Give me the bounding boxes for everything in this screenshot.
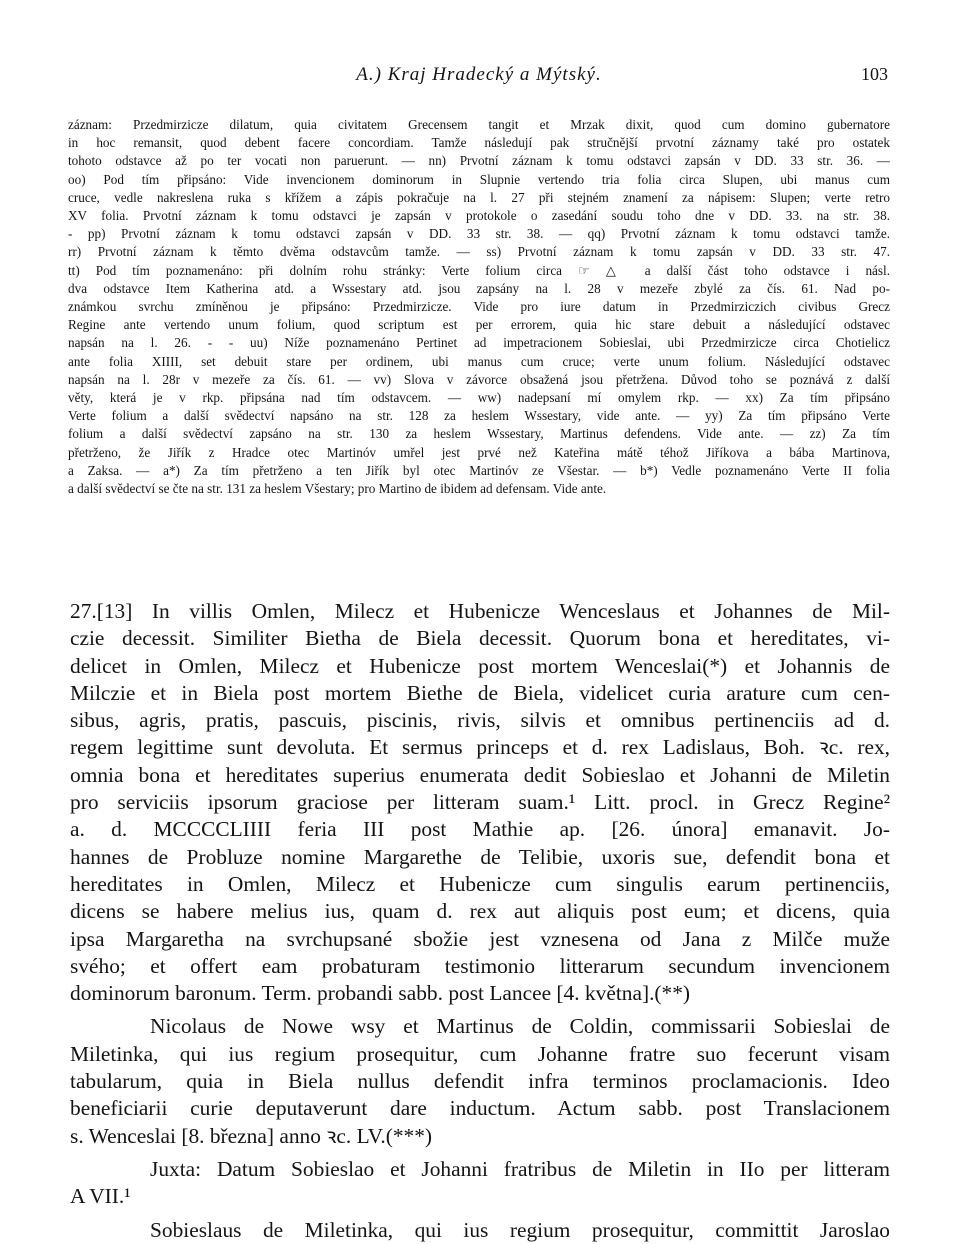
footnote-line: cruce, vedle nakreslena ruka s křížem a zápis pokračuje na l. 27 při stejném znamení za nápisem: Slupen; verte retro bbox=[68, 189, 890, 205]
footnote-line: - pp) Prvotní záznam k tomu odstavci zapsán v DD. 33 str. 38. — qq) Prvotní záznam k tomu odstavci tamže. bbox=[68, 226, 890, 242]
entry-line: ipsa Margaretha na svrchupsané sbožie jest vznesena od Jana z Milče muže bbox=[70, 926, 890, 951]
entry-line: a. d. MCCCCLIIII feria III post Mathie ap. [26. února] emanavit. Jo- bbox=[70, 817, 890, 842]
entry-line: dominorum baronum. Term. probandi sabb. post Lancee [4. května].(**) bbox=[70, 981, 691, 1006]
entry-line: dicens se habere melius ius, quam d. rex aut aliquis post eum; et dicens, quia bbox=[70, 899, 890, 924]
footnote-line: ante folia XIIII, set debuit stare per ordinem, ubi manus cum cruce; verte unum folium. Následující odstavec bbox=[68, 353, 890, 369]
footnote-line: folium a další svědectví zapsáno na str. 130 za heslem Wssestary, Martinus defendens. Vide ante. — zz) Za tím bbox=[68, 426, 890, 442]
running-title: A.) Kraj Hradecký a Mýtský. bbox=[356, 64, 602, 85]
footnote-line: XV folia. Prvotní záznam k tomu odstavci je zapsán v protokole o zasedání soudu toho dne v DD. 33. na str. 38. bbox=[68, 208, 890, 224]
entry-line: beneficiarii curie deputaverunt dare inductum. Actum sabb. post Translacionem bbox=[70, 1096, 890, 1121]
entry-line: hereditates in Omlen, Milecz et Hubenicze cum singulis earum pertinenciis, bbox=[70, 871, 890, 896]
entry-line: pro serviciis ipsorum graciose per litteram suam.¹ Litt. procl. in Grecz Regine² bbox=[70, 790, 890, 815]
page-header bbox=[70, 64, 888, 88]
footnote-line: a další svědectví se čte na str. 131 za heslem Všestary; pro Martino de ibidem ad defensam. Vide ante. bbox=[68, 481, 607, 497]
entry-line: A VII.¹ bbox=[70, 1184, 131, 1209]
footnote-line: rr) Prvotní záznam k těmto dvěma odstavcům tamže. — ss) Prvotní záznam k tomu zapsán v DD. 33 str. 47. bbox=[68, 244, 890, 260]
entry-line: Nicolaus de Nowe wsy et Martinus de Coldin, commissarii Sobieslai de bbox=[150, 1014, 890, 1039]
footnote-line: přetrženo, že Jiřík z Hradce otec Martinóv umřel jest prvé než Kateřina mátě téhož Jiříkova a bába Martinova, bbox=[68, 444, 890, 460]
footnote-line: napsán na l. 28r v mezeře za čís. 61. — vv) Slova v závorce obsažená jsou přetržena. Důvod toho se poznává z další bbox=[68, 371, 890, 387]
footnote-line: tohoto odstavce až po ter vocati non paruerunt. — nn) Prvotní záznam k tomu odstavci zapsán v DD. 33 str. 36. — bbox=[68, 153, 890, 169]
entry-line: 27.[13] In villis Omlen, Milecz et Hubenicze Wenceslaus et Johannes de Mil- bbox=[70, 599, 890, 623]
entry-text bbox=[70, 598, 890, 1244]
entry-line: tabularum, quia in Biela nullus defendit infra terminos proclamacionis. Ideo bbox=[70, 1069, 890, 1094]
footnote-line: oo) Pod tím připsáno: Vide invencionem dominorum in Slupnie vertendo tria folia circa Slupen, ubi manus cum bbox=[68, 171, 890, 187]
footnote-line: známkou svrchu zmíněnou je připsáno: Przedmirzicze. Vide pro iure datum in Przedmirziczich civibus Grecz bbox=[68, 299, 890, 315]
entry-line: Juxta: Datum Sobieslao et Johanni fratribus de Miletin in IIo per litteram bbox=[150, 1156, 890, 1181]
footnote-line: dva odstavce Item Katherina atd. a Wssestary atd. jsou zapsány na l. 28 v mezeře zbylé za čís. 61. Nad po- bbox=[68, 280, 890, 296]
footnote-line: Regine ante vertendo unum folium, quod scriptum est per errorem, quia hic stare debuit a následující odstavec bbox=[68, 317, 890, 333]
footnote-line: in hoc remansit, quod debent facere concordiam. Tamže následují pak stručnější prvotní záznamy také pro ostatek bbox=[68, 135, 890, 151]
entry-line: omnia bona et hereditates superius enumerata dedit Sobieslao et Johanni de Miletin bbox=[70, 762, 890, 787]
entry-line: s. Wenceslai [8. března] anno ꝛc. LV.(***) bbox=[70, 1123, 433, 1148]
entry-line: Milczie et in Biela post mortem Biethe de Biela, videlicet curia arature cum cen- bbox=[70, 680, 890, 705]
entry-line: czie decessit. Similiter Bietha de Biela decessit. Quorum bona et hereditates, vi- bbox=[70, 626, 890, 651]
footnote-line: tt) Pod tím poznamenáno: při dolním rohu stránky: Verte folium circa ☞ △ a další část toho odstavce i násl. bbox=[68, 262, 890, 278]
footnote-line: záznam: Przedmirzicze dilatum, quia civitatem Grecensem tangit et Mrzak dixit, quod cum domino gubernatore bbox=[68, 117, 890, 132]
page-number: 103 bbox=[861, 64, 888, 84]
entry-line: Sobieslaus de Miletinka, qui ius regium prosequitur, committit Jaroslao bbox=[150, 1217, 890, 1242]
entry-line: Miletinka, qui ius regium prosequitur, cum Johanne fratre suo fecerunt visam bbox=[70, 1041, 890, 1066]
footnote-line: Verte folium a další svědectví napsáno na str. 128 za heslem Wssestary, vide ante. — yy) Za tím připsáno Verte bbox=[68, 408, 890, 424]
entry-line: sibus, agris, pratis, pascuis, piscinis, rivis, silvis et omnibus pertinenciis ad d. bbox=[70, 708, 890, 733]
footnote-line: napsán na l. 26. - - uu) Níže poznamenáno Pertinet ad impetracionem Sobieslai, ubi Przedmirzicze circa Chotielicz bbox=[68, 335, 890, 351]
footnotes-block bbox=[68, 116, 890, 498]
footnote-line: věty, která je v rkp. připsána nad tím odstavcem. — ww) nadepsaní mí omylem rkp. — xx) Za tím připsáno bbox=[68, 390, 890, 406]
footnote-line: a Zaksa. — a*) Za tím přetrženo a ten Jiřík byl otec Martinóv ze Všestar. — b*) Vedle poznamenáno Verte II folia bbox=[68, 462, 890, 478]
entry-line: delicet in Omlen, Milecz et Hubenicze post mortem Wenceslai(*) et Johannis de bbox=[70, 653, 890, 678]
entry-line: regem legittime sunt devoluta. Et sermus princeps et d. rex Ladislaus, Boh. ꝛc. rex, bbox=[70, 735, 890, 760]
entry-line: svého; et offert eam probaturam testimonio litterarum secundum invencionem bbox=[70, 953, 890, 978]
entry-line: hannes de Probluze nomine Margarethe de Telibie, uxoris sue, defendit bona et bbox=[70, 844, 890, 869]
